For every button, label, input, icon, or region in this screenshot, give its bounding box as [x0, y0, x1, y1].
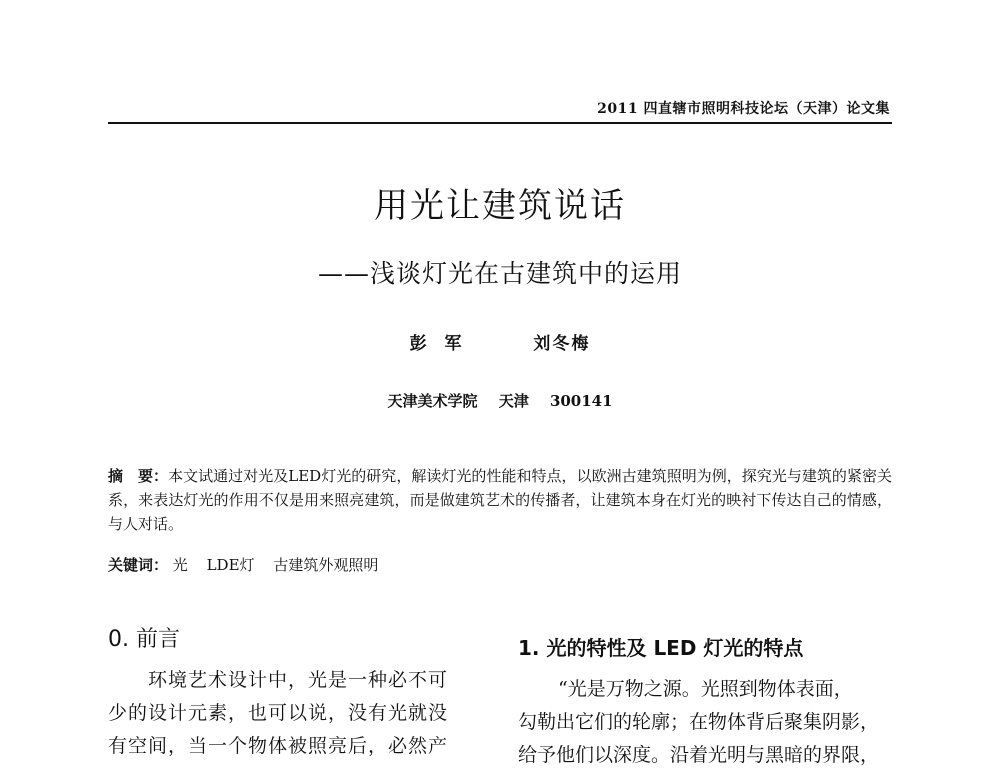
author-1: 彭 军 — [409, 334, 468, 354]
section-1-heading: 1. 光的特性及 LED 灯光的特点 — [518, 636, 804, 660]
abstract-label: 摘 要： — [108, 467, 169, 485]
header-rule — [108, 122, 892, 124]
section-1-line: 勾勒出它们的轮廓；在物体背后聚集阴影， — [518, 711, 880, 733]
keyword-2: LDE灯 — [206, 556, 255, 574]
section-0-line: 有空间，当一个物体被照亮后，必然产 — [108, 735, 449, 757]
keywords — [108, 554, 892, 575]
affiliation-city: 天津 — [498, 392, 529, 410]
running-header: 2011 四直辖市照明科技论坛（天津）论文集 — [597, 101, 890, 117]
keyword-3: 古建筑外观照明 — [273, 556, 379, 574]
paper-subtitle: ——浅谈灯光在古建筑中的运用 — [317, 259, 682, 288]
affiliation-institution: 天津美术学院 — [387, 392, 478, 410]
paper-title: 用光让建筑说话 — [374, 186, 626, 226]
abstract — [108, 464, 892, 536]
section-0-line: 环境艺术设计中，光是一种必不可 — [148, 669, 449, 691]
section-1-line: “光是万物之源。光照到物体表面， — [558, 678, 853, 700]
author-2: 刘冬梅 — [533, 334, 591, 354]
section-0-heading: 0. 前言 — [108, 627, 180, 652]
keyword-1: 光 — [172, 556, 188, 574]
authors — [0, 329, 1000, 354]
affiliation — [0, 390, 1000, 411]
abstract-text: 本文试通过对光及LED灯光的研究，解读灯光的性能和特点，以欧洲古建筑照明为例，探究光与建筑的紧密关系，来表达灯光的作用不仅是用来照亮建筑，而是做建筑艺术的传播者，让建筑本身在灯光的映衬下传达自己的情感，与人对话。 — [108, 467, 892, 533]
section-1-body — [518, 673, 896, 772]
affiliation-postcode: 300141 — [549, 392, 613, 410]
section-0-body — [108, 664, 488, 763]
keywords-label: 关键词： — [108, 556, 169, 574]
section-0-line: 少的设计元素，也可以说，没有光就没 — [108, 702, 449, 724]
section-1-line: 给予他们以深度。沿着光明与黑暗的界限， — [518, 744, 880, 766]
